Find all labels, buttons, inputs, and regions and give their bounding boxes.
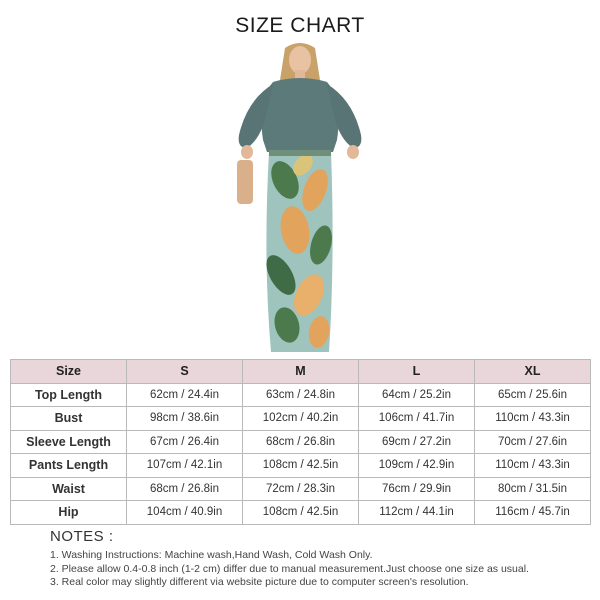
table-cell: 109cm / 42.9in	[359, 454, 475, 478]
model-photo	[225, 40, 375, 358]
table-cell: 68cm / 26.8in	[127, 477, 243, 501]
table-cell: 112cm / 44.1in	[359, 501, 475, 525]
table-cell: 107cm / 42.1in	[127, 454, 243, 478]
row-label: Hip	[11, 501, 127, 525]
table-cell: 104cm / 40.9in	[127, 501, 243, 525]
row-label: Bust	[11, 407, 127, 431]
table-cell: 116cm / 45.7in	[475, 501, 591, 525]
table-row	[11, 477, 591, 501]
note-item: 3. Real color may slightly different via website picture due to computer screen's resolution.	[50, 576, 469, 588]
table-cell: 102cm / 40.2in	[243, 407, 359, 431]
table-cell: 65cm / 25.6in	[475, 383, 591, 407]
note-item: 1. Washing Instructions: Machine wash,Hand Wash, Cold Wash Only.	[50, 549, 373, 561]
table-cell: 63cm / 24.8in	[243, 383, 359, 407]
table-cell: 67cm / 26.4in	[127, 430, 243, 454]
table-cell: 69cm / 27.2in	[359, 430, 475, 454]
table-row	[11, 407, 591, 431]
table-row	[11, 383, 591, 407]
table-cell: 110cm / 43.3in	[475, 407, 591, 431]
note-item: 2. Please allow 0.4-0.8 inch (1-2 cm) differ due to manual measurement.Just choose one size as usual.	[50, 562, 529, 575]
table-row	[11, 430, 591, 454]
table-row	[11, 501, 591, 525]
header-size: Size	[11, 360, 127, 384]
table-row	[11, 454, 591, 478]
table-cell: 80cm / 31.5in	[475, 477, 591, 501]
header-m: M	[243, 360, 359, 384]
table-cell: 64cm / 25.2in	[359, 383, 475, 407]
row-label: Sleeve Length	[11, 430, 127, 454]
header-xl: XL	[475, 360, 591, 384]
page-title: SIZE CHART	[235, 14, 365, 37]
row-label: Pants Length	[11, 454, 127, 478]
table-cell: 68cm / 26.8in	[243, 430, 359, 454]
table-cell: 72cm / 28.3in	[243, 477, 359, 501]
header-l: L	[359, 360, 475, 384]
table-cell: 106cm / 41.7in	[359, 407, 475, 431]
table-cell: 110cm / 43.3in	[475, 454, 591, 478]
table-cell: 108cm / 42.5in	[243, 501, 359, 525]
notes-section	[50, 528, 529, 590]
table-cell: 108cm / 42.5in	[243, 454, 359, 478]
table-cell: 76cm / 29.9in	[359, 477, 475, 501]
size-chart-table	[10, 359, 591, 525]
table-cell: 70cm / 27.6in	[475, 430, 591, 454]
row-label: Waist	[11, 477, 127, 501]
table-cell: 62cm / 24.4in	[127, 383, 243, 407]
header-s: S	[127, 360, 243, 384]
table-cell: 98cm / 38.6in	[127, 407, 243, 431]
row-label: Top Length	[11, 383, 127, 407]
notes-title: NOTES :	[50, 528, 114, 545]
header-row	[11, 360, 591, 384]
